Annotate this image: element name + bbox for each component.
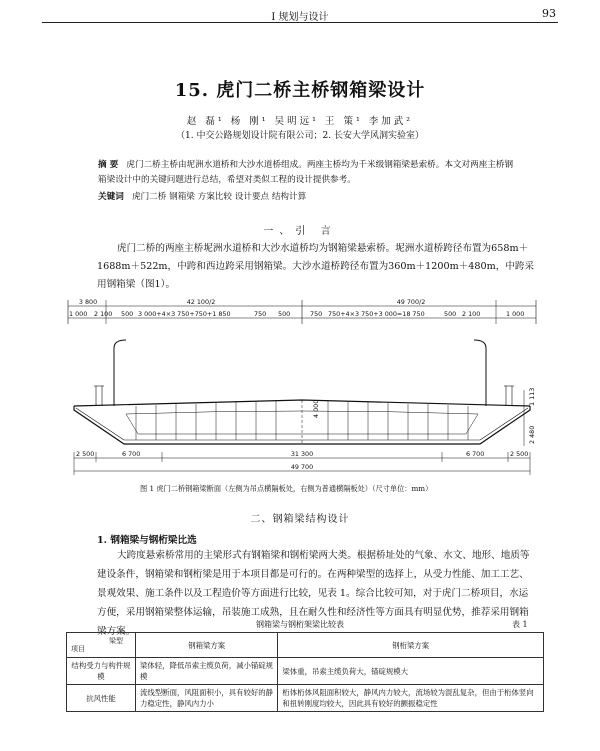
table-row <box>67 658 544 685</box>
dim-bottom-0: 2 500 <box>76 450 95 458</box>
dim-top-7: 750 <box>254 310 267 318</box>
cell-truss: 梁体重，吊索主缆负荷大，锚碇规模大 <box>278 658 544 685</box>
dim-bottom-2: 31 300 <box>290 450 314 458</box>
dim-top-5: 500 <box>121 310 134 318</box>
intro-paragraph: 虎门二桥的两座主桥坭洲水道桥和大沙水道桥均为钢箱梁悬索桥。坭洲水道桥跨径布置为658m＋1688m＋522m，中跨和西边跨采用钢箱梁。大沙水道桥跨径布置为360m＋1200m＋480m，中跨采用钢箱梁（图1）。 <box>97 243 535 290</box>
table-number: 表 1 <box>512 620 528 629</box>
dim-top-11: 500 <box>444 310 457 318</box>
authors: 赵 磊¹ 杨 刚¹ 吴明远¹ 王 策¹ 李加武² <box>186 116 414 127</box>
col-header-truss: 钢桁梁方案 <box>278 633 544 658</box>
section-heading-intro: 一、引 言 <box>263 226 337 237</box>
section-heading-structure: 二、钢箱梁结构设计 <box>250 514 350 525</box>
paper-title: 15. 虎门二桥主桥钢箱梁设计 <box>174 80 426 101</box>
table-title: 钢箱梁与钢桁架梁比较表 <box>256 620 344 629</box>
dim-top-9: 750 <box>310 310 323 318</box>
corner-bottom-label: 项目 <box>71 645 85 653</box>
comparison-table <box>66 632 544 712</box>
table-header-row <box>67 633 544 658</box>
cell-box: 流线型断面，风阻面积小，具有较好的静力稳定性，静风内力小 <box>136 685 278 712</box>
keywords-text: 虎门二桥 钢箱梁 方案比较 设计要点 结构计算 <box>132 192 307 202</box>
dim-top-4: 2 100 <box>94 310 113 318</box>
cell-truss: 桁体桁体风阻面积较大，静风内力较大，流场较为混乱复杂，但由于桁体竖向和扭转刚度均较大，因此具有较好的颤振稳定性 <box>278 685 544 712</box>
abstract-label: 摘 要 <box>98 160 119 170</box>
keywords <box>98 190 528 202</box>
dim-side-2: 1 113 <box>528 387 536 406</box>
table-corner-cell <box>67 633 136 658</box>
dim-side-1: 2 480 <box>528 425 536 444</box>
corner-top-label: 梁型 <box>109 637 123 645</box>
keywords-label: 关键词 <box>98 192 124 202</box>
dim-bottom-1: 6 700 <box>122 450 141 458</box>
dim-top-3: 1 000 <box>69 310 88 318</box>
abstract <box>98 158 518 188</box>
dim-top-12: 2 100 <box>462 310 481 318</box>
subsection-heading: 1. 钢箱梁与钢桁梁比选 <box>97 535 197 546</box>
affiliations: （1. 中交公路规划设计院有限公司；2. 长安大学风洞实验室） <box>176 131 424 141</box>
dim-top-2: 49 700/2 <box>396 298 426 306</box>
col-header-box: 钢箱梁方案 <box>136 633 278 658</box>
dim-top-10: 750+4×3 750+3 000=18 750 <box>328 310 425 318</box>
dim-top-0: 3 800 <box>78 298 98 306</box>
dim-side-0: 4 000 <box>312 399 320 418</box>
dim-top-8: 500 <box>278 310 291 318</box>
dim-bottom-3: 6 700 <box>466 450 485 458</box>
dim-bottom-4: 2 500 <box>510 450 529 458</box>
dim-top-13: 1 000 <box>506 310 525 318</box>
dim-top-6: 3 000+4×3 750+750+1 850 <box>138 310 231 318</box>
dim-bottom-5: 49 700 <box>290 463 314 471</box>
row-label: 抗风性能 <box>67 685 136 712</box>
cell-box: 梁体轻，降低吊索主缆负荷，减小锚碇规模 <box>136 658 278 685</box>
row-label: 结构受力与构件规模 <box>67 658 136 685</box>
page-number: 93 <box>542 7 556 20</box>
comparison-paragraph: 大跨度悬索桥常用的主梁形式有钢箱梁和钢桁梁两大类。根据桥址处的气象、水文、地形、地质等建设条件，钢箱梁和钢桁梁是用于本项目都是可行的。在两种梁型的选择上，从受力性能、加工工艺、景观效果、施工条件以及工程造价等方面进行比较，见表 1。综合比较可知，对于虎门二桥项目，水运方便，采用钢箱梁整体运输，吊装施工成熟，且在耐久性和经济性等方面具有明显优势，推荐采用钢箱梁方案。 <box>97 550 530 637</box>
header-rule <box>42 22 558 23</box>
dim-top-1: 42 100/2 <box>186 298 216 306</box>
running-header: Ⅰ 规划与设计 <box>271 12 329 23</box>
abstract-text: 虎门二桥主桥由坭洲水道桥和大沙水道桥组成。两座主桥均为千米级钢箱梁悬索桥。本文对两座主桥钢箱梁设计中的关键问题进行总结，希望对类似工程的设计提供参考。 <box>98 160 514 185</box>
table-row <box>67 685 544 712</box>
box-girder-section-figure <box>66 294 546 482</box>
figure-caption: 图 1 虎门二桥钢箱梁断面（左侧为吊点横隔板处，右侧为普通横隔板处）（尺寸单位：mm） <box>140 484 433 493</box>
